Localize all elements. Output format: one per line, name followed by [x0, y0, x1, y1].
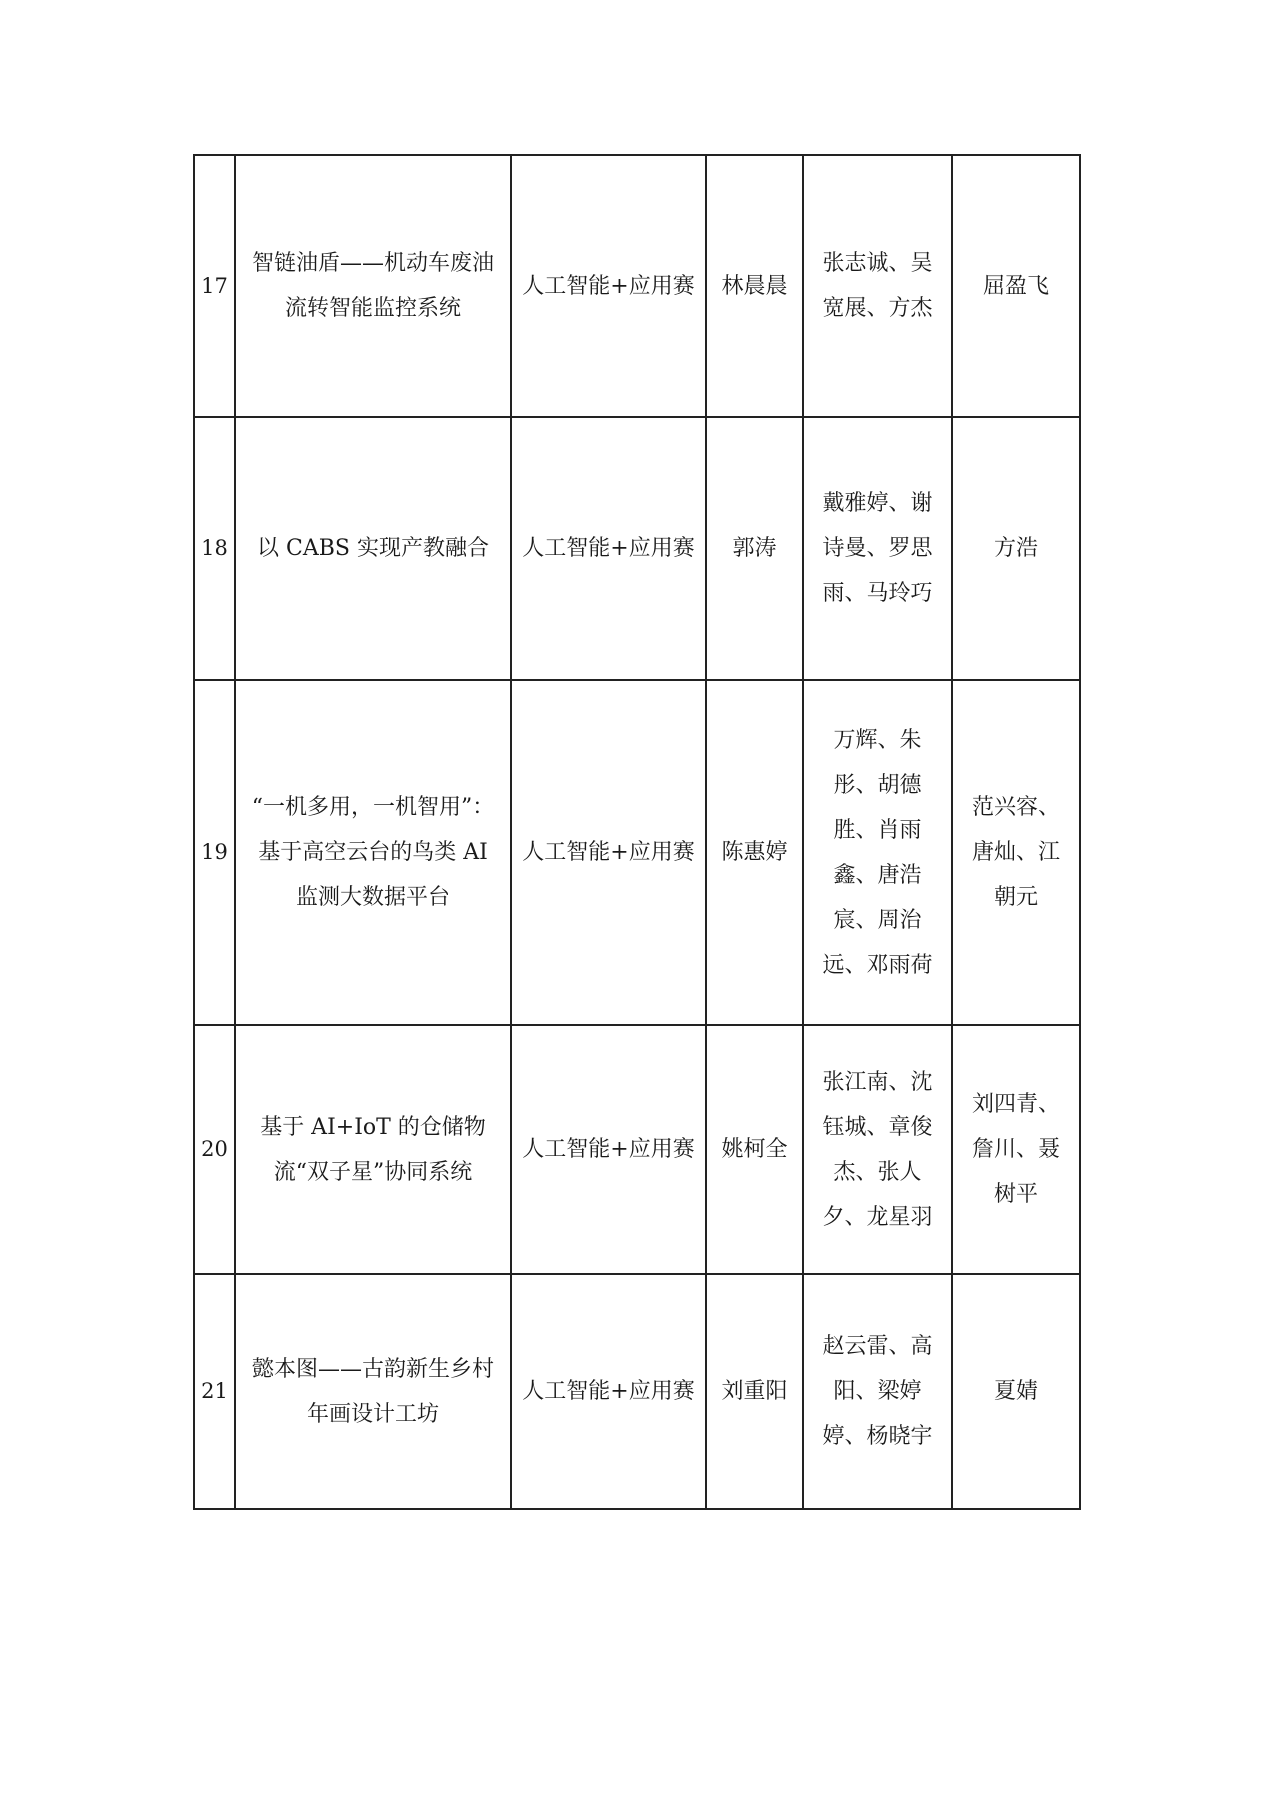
team-leader: 陈惠婷 — [706, 680, 803, 1025]
team-members: 张志诚、吴宽展、方杰 — [803, 155, 952, 417]
table-row — [194, 417, 1080, 680]
team-leader: 刘重阳 — [706, 1274, 803, 1509]
project-name: “一机多用，一机智用”：基于高空云台的鸟类 AI 监测大数据平台 — [235, 680, 511, 1025]
team-members: 赵云雷、高阳、梁婷婷、杨晓宇 — [803, 1274, 952, 1509]
project-name: 基于 AI+IoT 的仓储物流“双子星”协同系统 — [235, 1025, 511, 1274]
team-members: 张江南、沈钰城、章俊杰、张人夕、龙星羽 — [803, 1025, 952, 1274]
competition-track: 人工智能+应用赛 — [511, 155, 706, 417]
team-members: 万辉、朱彤、胡德胜、肖雨鑫、唐浩宸、周治远、邓雨荷 — [803, 680, 952, 1025]
row-number: 20 — [194, 1025, 235, 1274]
advisor: 夏婧 — [952, 1274, 1080, 1509]
advisor: 方浩 — [952, 417, 1080, 680]
competition-track: 人工智能+应用赛 — [511, 1274, 706, 1509]
team-members: 戴雅婷、谢诗曼、罗思雨、马玲巧 — [803, 417, 952, 680]
project-name: 以 CABS 实现产教融合 — [235, 417, 511, 680]
advisor: 范兴容、唐灿、江朝元 — [952, 680, 1080, 1025]
team-leader: 姚柯全 — [706, 1025, 803, 1274]
table-row — [194, 1274, 1080, 1509]
advisor: 屈盈飞 — [952, 155, 1080, 417]
advisor: 刘四青、詹川、聂树平 — [952, 1025, 1080, 1274]
table-row — [194, 155, 1080, 417]
team-leader: 林晨晨 — [706, 155, 803, 417]
team-leader: 郭涛 — [706, 417, 803, 680]
competition-track: 人工智能+应用赛 — [511, 417, 706, 680]
table-row — [194, 1025, 1080, 1274]
competition-track: 人工智能+应用赛 — [511, 1025, 706, 1274]
project-name: 懿本图——古韵新生乡村年画设计工坊 — [235, 1274, 511, 1509]
award-table — [193, 154, 1081, 1510]
row-number: 21 — [194, 1274, 235, 1509]
row-number: 17 — [194, 155, 235, 417]
row-number: 19 — [194, 680, 235, 1025]
table-row — [194, 680, 1080, 1025]
project-name: 智链油盾——机动车废油流转智能监控系统 — [235, 155, 511, 417]
competition-track: 人工智能+应用赛 — [511, 680, 706, 1025]
row-number: 18 — [194, 417, 235, 680]
